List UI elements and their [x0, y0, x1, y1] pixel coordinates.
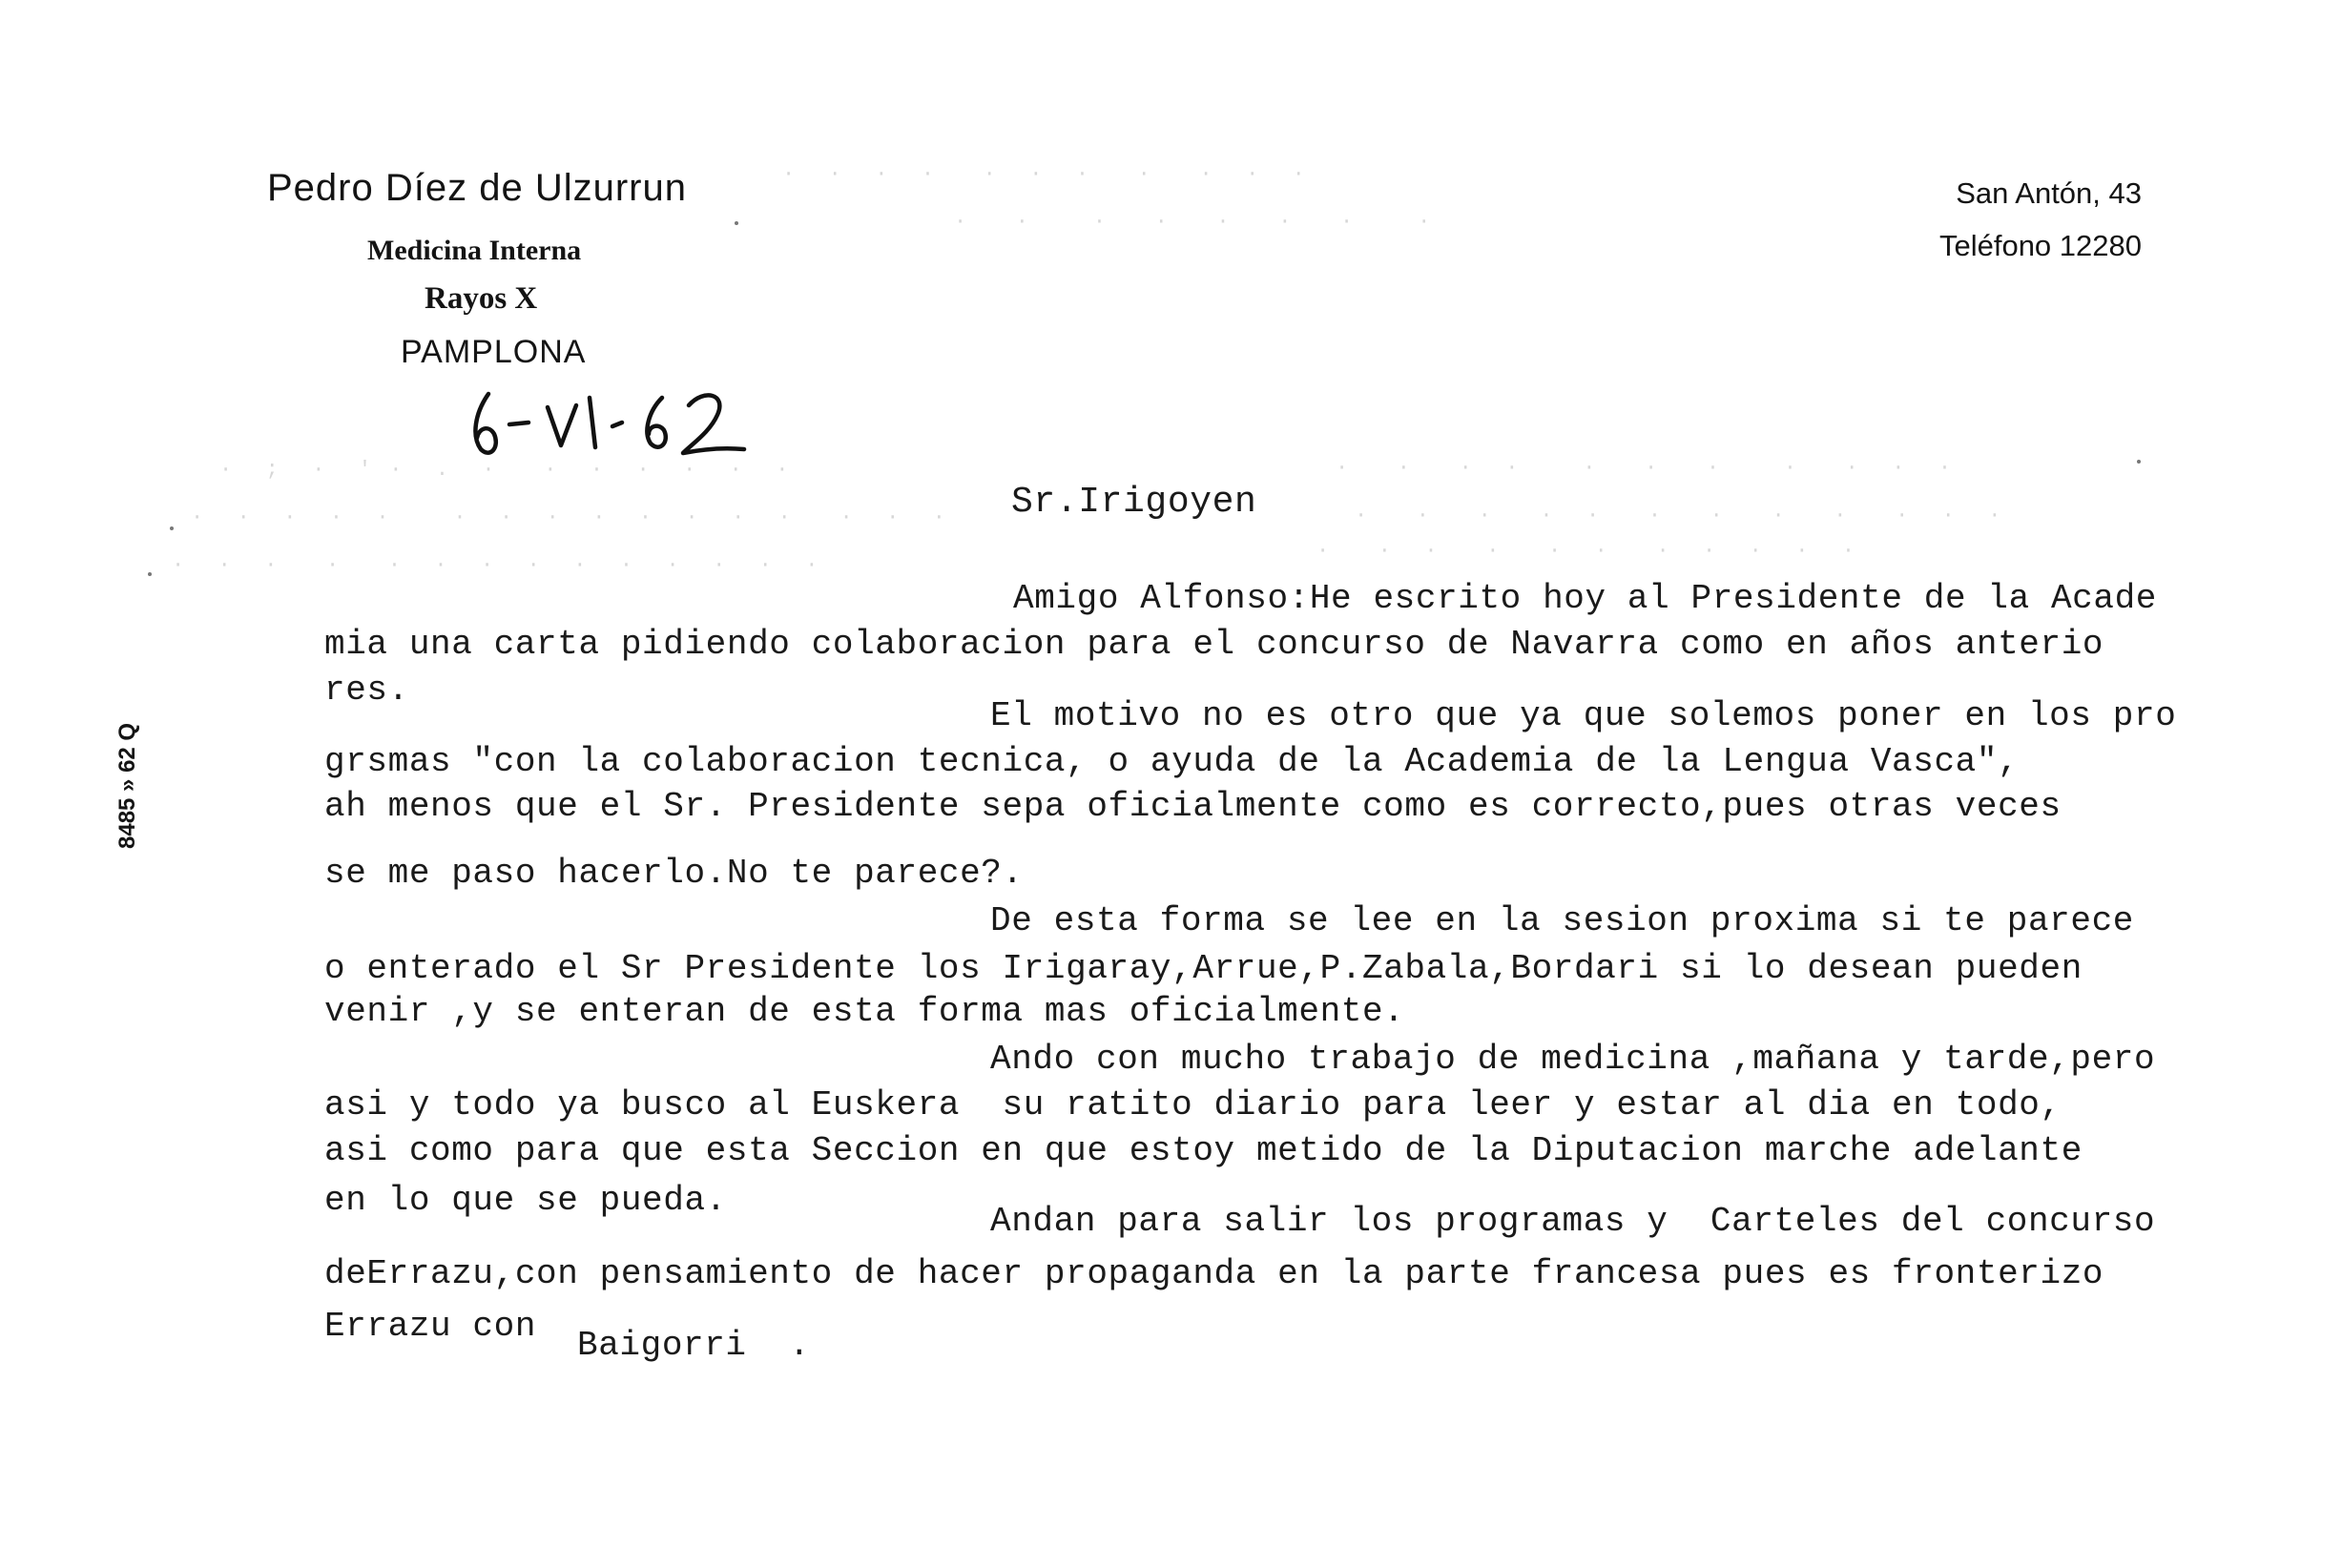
show-through-marks: · · · · · · · · · · · · · · [172, 553, 821, 577]
letterhead-address: San Antón, 43 [1956, 176, 2142, 210]
ink-speck [170, 526, 174, 530]
archive-stamp [107, 653, 145, 854]
body-line: Amigo Alfonso:He escrito hoy al Presidente de la Acade [1013, 579, 2157, 618]
letterhead-specialty: Medicina Interna [367, 235, 582, 266]
body-line: o enterado el Sr Presidente los Irigaray,Arrue,P.Zabala,Bordari si lo desean pueden [324, 949, 2083, 988]
show-through-marks: · · · · · · · · · · · [1336, 456, 1955, 480]
addressee: Sr.Irigoyen [1011, 482, 1257, 523]
letterhead-city: PAMPLONA [401, 334, 587, 370]
letterhead-phone: Teléfono 12280 [1938, 229, 2142, 262]
ink-speck [148, 572, 152, 576]
show-through-marks: · · · · · · · · [954, 210, 1434, 234]
letterhead-name: Pedro Díez de Ulzurrun [267, 167, 687, 209]
body-line: El motivo no es otro que ya que solemos poner en los pro [990, 696, 2177, 735]
body-line: ah menos que el Sr. Presidente sepa oficialmente como es correcto,pues otras veces [324, 787, 2062, 826]
body-line: res. [324, 671, 409, 710]
body-line: Ando con mucho trabajo de medicina ,mañana y tarde,pero [990, 1040, 2156, 1079]
show-through-marks: · · · · · · · · · · · · · · · · [191, 505, 948, 529]
handwritten-date [467, 377, 773, 463]
body-line: grsmas "con la colaboracion tecnica, o ayuda de la Academia de la Lengua Vasca", [324, 742, 2020, 781]
ink-speck [735, 221, 738, 225]
body-line: venir ,y se enteran de esta forma mas oficialmente. [324, 992, 1405, 1031]
body-line: Baigorri . [577, 1326, 811, 1365]
letterhead-service: Rayos X [425, 281, 538, 316]
body-line: en lo que se pueda. [324, 1181, 727, 1220]
body-line: asi como para que esta Seccion en que estoy metido de la Diputacion marche adelante [324, 1131, 2083, 1170]
body-line: deErrazu,con pensamiento de hacer propaganda en la parte francesa pues es fronterizo [324, 1254, 2104, 1293]
body-line: se me paso hacerlo.No te parece?. [324, 854, 1024, 893]
show-through-marks: · · · · · · · · · · · [782, 162, 1308, 186]
body-line: Andan para salir los programas y Carteles del concurso [990, 1202, 2156, 1241]
show-through-marks: · · · · · · · · · · · [1316, 539, 1858, 563]
show-through-marks: · ; · ' · . · · · · · · · [219, 458, 792, 482]
body-line: Errazu con [324, 1307, 537, 1346]
archive-stamp-text: 8485 » 62 Q [114, 722, 140, 849]
ink-speck [2137, 460, 2141, 464]
body-line: mia una carta pidiendo colaboracion para el concurso de Navarra como en años anterio [324, 625, 2104, 664]
body-line: De esta forma se lee en la sesion proxima si te parece [990, 901, 2134, 940]
body-line: asi y todo ya busco al Euskera su ratito diario para leer y estar al dia en todo, [324, 1085, 2062, 1124]
show-through-marks: · · · · · · · · · · · · [1355, 504, 2004, 527]
